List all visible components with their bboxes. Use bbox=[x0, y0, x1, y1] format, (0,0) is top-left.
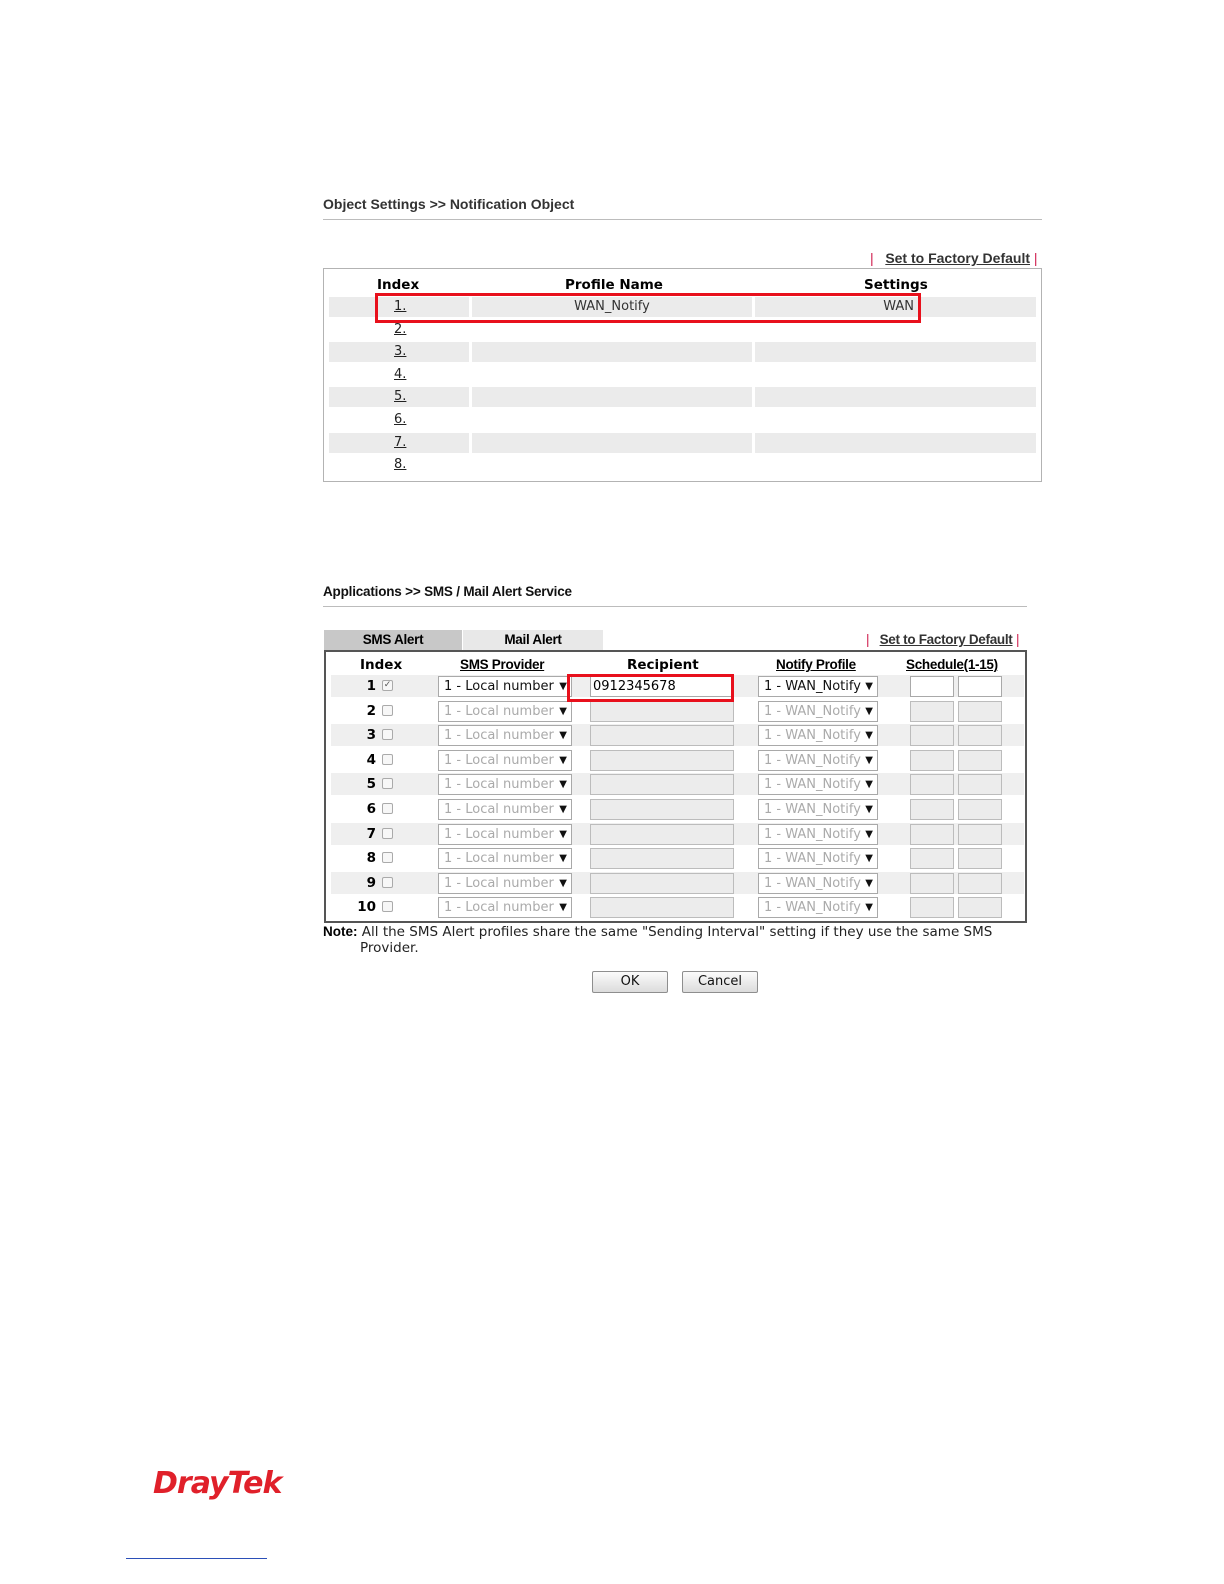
cell-profile-name bbox=[472, 433, 752, 453]
notify-profile-select[interactable] bbox=[758, 725, 878, 746]
notify-profile-select[interactable] bbox=[758, 824, 878, 845]
enable-checkbox[interactable] bbox=[382, 901, 393, 912]
cell-profile-name bbox=[472, 455, 752, 475]
notify-profile-select[interactable] bbox=[758, 676, 878, 697]
chevron-down-icon: ▼ bbox=[559, 853, 567, 865]
schedule-input-2[interactable] bbox=[958, 774, 1002, 795]
recipient-input[interactable] bbox=[590, 897, 734, 918]
table-row bbox=[331, 896, 1024, 918]
notify-profile-value: 1 - WAN_Notify bbox=[764, 752, 861, 768]
recipient-value: 0912345678 bbox=[593, 679, 676, 694]
sms-provider-select[interactable] bbox=[438, 799, 572, 820]
row-index: 5 bbox=[366, 776, 376, 793]
sms-provider-select[interactable] bbox=[438, 750, 572, 771]
recipient-input[interactable] bbox=[590, 774, 734, 795]
profile-index-link[interactable]: 7. bbox=[394, 434, 407, 450]
profile-settings: WAN bbox=[883, 299, 914, 314]
tab-mail-alert[interactable]: Mail Alert bbox=[463, 630, 603, 650]
cell-index bbox=[329, 455, 469, 475]
chevron-down-icon: ▼ bbox=[865, 877, 873, 889]
set-factory-default-link[interactable]: Set to Factory Default bbox=[879, 632, 1013, 647]
chevron-down-icon: ▼ bbox=[559, 902, 567, 914]
cancel-button[interactable]: Cancel bbox=[682, 971, 758, 993]
schedule-input-2[interactable] bbox=[958, 725, 1002, 746]
chevron-down-icon: ▼ bbox=[559, 779, 567, 791]
enable-checkbox[interactable] bbox=[382, 729, 393, 740]
recipient-input[interactable] bbox=[590, 873, 734, 894]
cell-profile-name bbox=[472, 365, 752, 385]
row-index: 10 bbox=[357, 899, 376, 916]
notify-profile-value: 1 - WAN_Notify bbox=[764, 703, 861, 719]
notify-profile-select[interactable] bbox=[758, 701, 878, 722]
schedule-input-2[interactable] bbox=[958, 799, 1002, 820]
note-text-cont: Provider. bbox=[360, 940, 419, 956]
chevron-down-icon: ▼ bbox=[559, 705, 567, 717]
recipient-input[interactable] bbox=[590, 725, 734, 746]
schedule-input-1[interactable] bbox=[910, 848, 954, 869]
schedule-input-2[interactable] bbox=[958, 676, 1002, 697]
schedule-input-1[interactable] bbox=[910, 897, 954, 918]
recipient-input[interactable] bbox=[590, 799, 734, 820]
schedule-input-1[interactable] bbox=[910, 701, 954, 722]
profile-index-link[interactable]: 4. bbox=[394, 366, 407, 382]
enable-checkbox[interactable] bbox=[382, 828, 393, 839]
separator: | bbox=[1033, 250, 1038, 266]
cell-settings bbox=[755, 342, 1036, 362]
schedule-input-2[interactable] bbox=[958, 897, 1002, 918]
profile-index-link[interactable]: 5. bbox=[394, 389, 407, 405]
sms-provider-value: 1 - Local number bbox=[444, 826, 554, 842]
chevron-down-icon: ▼ bbox=[865, 730, 873, 742]
profile-index-link[interactable]: 3. bbox=[394, 344, 407, 360]
cell-profile-name bbox=[472, 342, 752, 362]
sms-provider-value: 1 - Local number bbox=[444, 802, 554, 817]
cell-settings bbox=[755, 365, 1036, 385]
table-row bbox=[331, 823, 1024, 845]
sms-provider-select[interactable] bbox=[438, 873, 572, 894]
chevron-down-icon: ▼ bbox=[559, 828, 567, 840]
cell-index bbox=[329, 365, 469, 385]
header-index: Index bbox=[377, 277, 420, 293]
cell-profile-name bbox=[472, 387, 752, 407]
draytek-logo: DrayTek bbox=[153, 1466, 282, 1501]
sms-provider-select[interactable] bbox=[438, 848, 572, 869]
cell-index bbox=[329, 433, 469, 453]
sms-provider-select[interactable] bbox=[438, 676, 572, 697]
profile-index-link[interactable]: 1. bbox=[394, 299, 407, 314]
cell-settings bbox=[755, 455, 1036, 475]
schedule-input-2[interactable] bbox=[958, 701, 1002, 722]
row-index: 9 bbox=[366, 874, 376, 891]
schedule-input-1[interactable] bbox=[910, 725, 954, 746]
chevron-down-icon: ▼ bbox=[865, 705, 873, 717]
chevron-down-icon: ▼ bbox=[865, 804, 873, 815]
header-profile-name: Profile Name bbox=[565, 277, 663, 293]
notify-profile-select[interactable] bbox=[758, 848, 878, 869]
chevron-down-icon: ▼ bbox=[865, 828, 873, 840]
schedule-input-2[interactable] bbox=[958, 848, 1002, 869]
cell-index bbox=[329, 387, 469, 407]
sms-provider-value: 1 - Local number bbox=[444, 728, 554, 744]
separator: | bbox=[866, 632, 870, 647]
notify-profile-select[interactable] bbox=[758, 799, 878, 820]
notify-profile-select[interactable] bbox=[758, 873, 878, 894]
chevron-down-icon: ▼ bbox=[559, 804, 567, 815]
table-row bbox=[329, 365, 1036, 385]
table-row bbox=[331, 700, 1024, 722]
cell-index bbox=[329, 410, 469, 430]
row-index: 6 bbox=[366, 801, 376, 817]
schedule-input-1[interactable] bbox=[910, 676, 954, 697]
sms-provider-value: 1 - Local number bbox=[444, 851, 554, 867]
row-index: 4 bbox=[366, 751, 376, 768]
separator: | bbox=[870, 250, 874, 266]
recipient-input[interactable] bbox=[590, 824, 734, 845]
cell-settings bbox=[755, 433, 1036, 453]
table-row bbox=[331, 773, 1024, 795]
table-row bbox=[329, 455, 1036, 475]
note-text: All the SMS Alert profiles share the same "Sending Interval" setting if they use the same SMS bbox=[361, 924, 993, 940]
schedule-input-1[interactable] bbox=[910, 799, 954, 820]
header-schedule[interactable]: Schedule(1-15) bbox=[906, 657, 998, 672]
divider bbox=[323, 219, 1042, 220]
header-settings: Settings bbox=[864, 277, 928, 293]
notify-profile-value: 1 - WAN_Notify bbox=[764, 679, 861, 694]
notify-profile-select[interactable] bbox=[758, 750, 878, 771]
chevron-down-icon: ▼ bbox=[559, 877, 567, 889]
sms-provider-value: 1 - Local number bbox=[444, 679, 554, 694]
schedule-input-1[interactable] bbox=[910, 750, 954, 771]
divider bbox=[323, 606, 1027, 607]
factory-default-bar bbox=[866, 632, 1019, 647]
sms-provider-select[interactable] bbox=[438, 897, 572, 918]
highlight-box-recipient bbox=[567, 674, 734, 702]
enable-checkbox[interactable] bbox=[382, 877, 393, 888]
breadcrumb-sms-mail-alert: Applications >> SMS / Mail Alert Service bbox=[323, 584, 572, 599]
sms-provider-select[interactable] bbox=[438, 824, 572, 845]
chevron-down-icon: ▼ bbox=[865, 779, 873, 791]
schedule-input-1[interactable] bbox=[910, 873, 954, 894]
sms-provider-select[interactable] bbox=[438, 701, 572, 722]
notify-profile-value: 1 - WAN_Notify bbox=[764, 728, 861, 744]
separator: | bbox=[1015, 632, 1020, 647]
note-label: Note: bbox=[323, 924, 358, 939]
chevron-down-icon: ▼ bbox=[559, 754, 567, 766]
chevron-down-icon: ▼ bbox=[865, 754, 873, 766]
cell-profile-name bbox=[472, 410, 752, 430]
sms-provider-value: 1 - Local number bbox=[444, 777, 554, 793]
factory-default-bar bbox=[870, 250, 1038, 266]
enable-checkbox[interactable] bbox=[382, 803, 393, 814]
table-row bbox=[331, 749, 1024, 771]
schedule-input-2[interactable] bbox=[958, 750, 1002, 771]
table-row bbox=[331, 872, 1024, 894]
row-index: 3 bbox=[366, 727, 376, 744]
profile-name: WAN_Notify bbox=[574, 299, 650, 314]
highlight-box-profile-1 bbox=[375, 293, 921, 323]
header-sms-provider[interactable]: SMS Provider bbox=[460, 657, 545, 672]
chevron-down-icon: ▼ bbox=[559, 681, 567, 692]
cell-settings bbox=[755, 387, 1036, 407]
chevron-down-icon: ▼ bbox=[865, 902, 873, 914]
table-row bbox=[329, 387, 1036, 407]
header-notify-profile[interactable]: Notify Profile bbox=[776, 657, 856, 672]
notify-profile-value: 1 - WAN_Notify bbox=[764, 802, 861, 817]
sms-provider-select[interactable] bbox=[438, 774, 572, 795]
enable-checkbox[interactable]: ✓ bbox=[383, 680, 392, 690]
notify-profile-value: 1 - WAN_Notify bbox=[764, 851, 861, 867]
footer-link-underline bbox=[126, 1558, 267, 1559]
profile-index-link[interactable]: 2. bbox=[394, 321, 407, 337]
tab-sms-alert[interactable]: SMS Alert bbox=[324, 630, 462, 650]
notify-profile-value: 1 - WAN_Notify bbox=[764, 777, 861, 793]
chevron-down-icon: ▼ bbox=[865, 853, 873, 865]
sms-provider-value: 1 - Local number bbox=[444, 875, 554, 891]
cell-settings bbox=[755, 410, 1036, 430]
chevron-down-icon: ▼ bbox=[865, 681, 873, 692]
notify-profile-value: 1 - WAN_Notify bbox=[764, 826, 861, 842]
schedule-input-2[interactable] bbox=[958, 824, 1002, 845]
ok-button[interactable]: OK bbox=[592, 971, 668, 993]
row-index: 8 bbox=[366, 850, 376, 867]
enable-checkbox[interactable] bbox=[382, 705, 393, 716]
notify-profile-value: 1 - WAN_Notify bbox=[764, 900, 861, 916]
table-row bbox=[331, 847, 1024, 869]
table-row bbox=[329, 342, 1036, 362]
recipient-input[interactable] bbox=[590, 701, 734, 722]
profile-index-link[interactable]: 8. bbox=[394, 457, 407, 473]
recipient-input[interactable] bbox=[590, 848, 734, 869]
schedule-input-2[interactable] bbox=[958, 873, 1002, 894]
enable-checkbox[interactable] bbox=[382, 778, 393, 789]
row-index: 2 bbox=[366, 702, 376, 719]
sms-provider-value: 1 - Local number bbox=[444, 752, 554, 768]
notify-profile-value: 1 - WAN_Notify bbox=[764, 875, 861, 891]
schedule-input-1[interactable] bbox=[910, 774, 954, 795]
sms-provider-value: 1 - Local number bbox=[444, 703, 554, 719]
notify-profile-select[interactable] bbox=[758, 897, 878, 918]
table-row bbox=[329, 433, 1036, 453]
chevron-down-icon: ▼ bbox=[559, 730, 567, 742]
schedule-input-1[interactable] bbox=[910, 824, 954, 845]
row-index: 1 bbox=[366, 678, 376, 694]
table-row bbox=[329, 410, 1036, 430]
cell-index bbox=[329, 342, 469, 362]
recipient-input[interactable] bbox=[590, 750, 734, 771]
enable-checkbox[interactable] bbox=[382, 852, 393, 863]
profile-index-link[interactable]: 6. bbox=[394, 412, 407, 427]
sms-provider-select[interactable] bbox=[438, 725, 572, 746]
sms-provider-value: 1 - Local number bbox=[444, 900, 554, 916]
enable-checkbox[interactable] bbox=[382, 754, 393, 765]
row-index: 7 bbox=[366, 825, 376, 842]
table-row bbox=[331, 798, 1024, 820]
notify-profile-select[interactable] bbox=[758, 774, 878, 795]
note bbox=[323, 924, 1033, 956]
header-index: Index bbox=[360, 657, 403, 673]
breadcrumb-notification-object: Object Settings >> Notification Object bbox=[323, 196, 575, 212]
header-recipient: Recipient bbox=[627, 657, 699, 673]
set-factory-default-link[interactable]: Set to Factory Default bbox=[885, 250, 1031, 266]
table-row bbox=[331, 724, 1024, 746]
